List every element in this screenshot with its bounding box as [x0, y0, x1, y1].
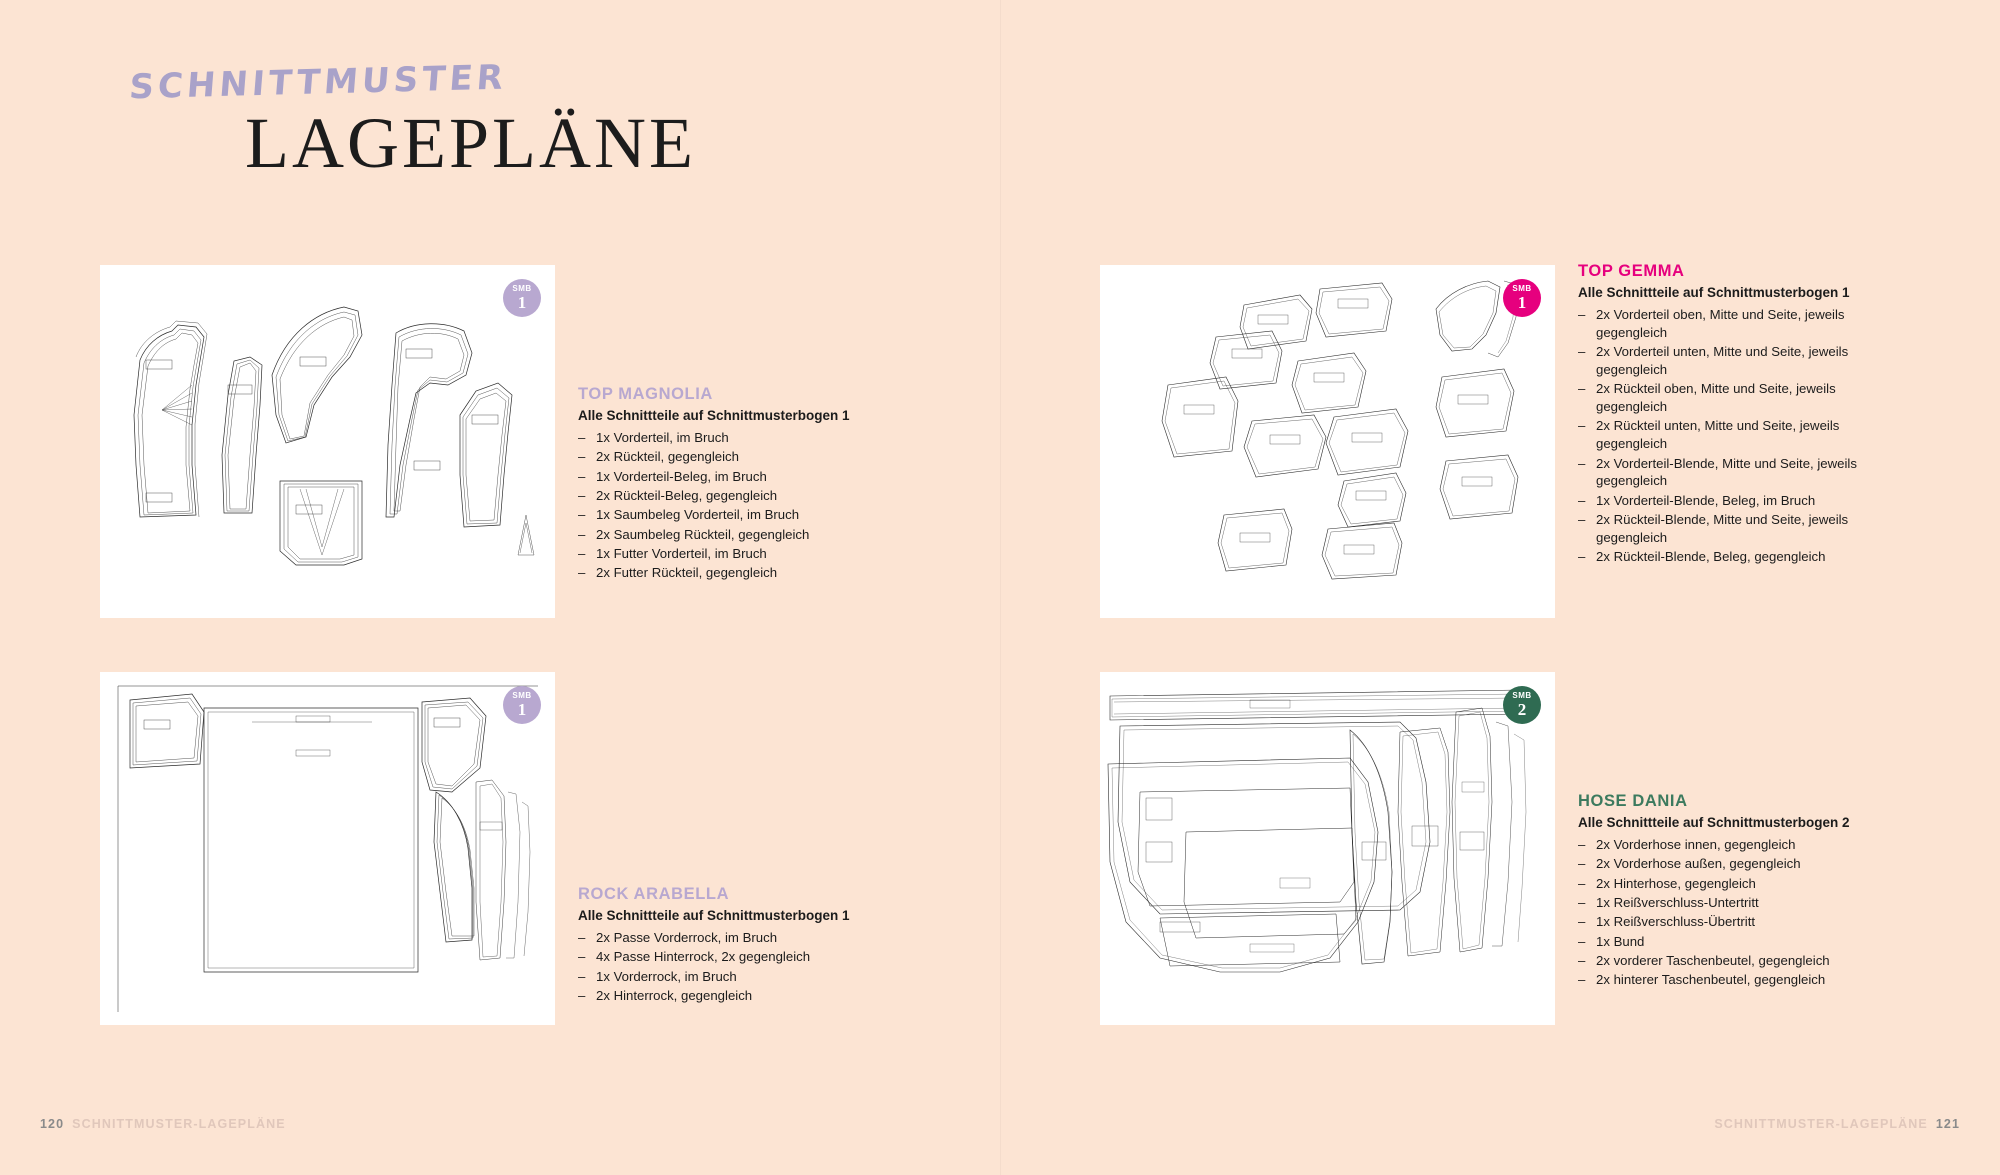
section-gemma [1578, 262, 1908, 567]
parts-list-arabella [578, 929, 908, 1005]
smb-badge-gemma [1503, 279, 1541, 317]
list-item: – 1x Reißverschluss-Übertritt [1578, 913, 1908, 931]
section-dania [1578, 792, 1908, 991]
list-item: – 2x Hinterhose, gegengleich [1578, 875, 1908, 893]
pattern-layout-magnolia [100, 265, 555, 618]
list-item: – 2x Vorderhose innen, gegengleich [1578, 836, 1908, 854]
section-subtitle-dania: Alle Schnittteile auf Schnittmusterbogen 2 [1578, 815, 1850, 830]
parts-list-gemma [1578, 306, 1908, 566]
title-main: LAGEPLÄNE [245, 103, 696, 183]
list-item: – 2x Vorderteil oben, Mitte und Seite, jeweils gegengleich [1578, 306, 1908, 342]
pattern-diagram-gemma [1100, 265, 1555, 618]
list-item: – 2x Rückteil-Blende, Mitte und Seite, jeweils gegengleich [1578, 511, 1908, 547]
section-magnolia [578, 385, 908, 584]
smb-badge-label: SMB [512, 691, 532, 700]
list-item: – 1x Futter Vorderteil, im Bruch [578, 545, 908, 563]
footer-label-left: SCHNITTMUSTER-LAGEPLÄNE [72, 1117, 286, 1131]
parts-list-magnolia [578, 429, 908, 582]
footer-label-right: SCHNITTMUSTER-LAGEPLÄNE [1714, 1117, 1928, 1131]
list-item: – 2x Rückteil unten, Mitte und Seite, jeweils gegengleich [1578, 417, 1908, 453]
page-title [120, 57, 696, 185]
section-subtitle-magnolia: Alle Schnittteile auf Schnittmusterbogen 1 [578, 408, 850, 423]
smb-badge-number: 2 [1517, 700, 1527, 719]
page-spine [1000, 0, 1001, 1175]
section-subtitle-gemma: Alle Schnittteile auf Schnittmusterbogen 1 [1578, 285, 1850, 300]
smb-badge-number: 1 [517, 700, 527, 719]
smb-badge-arabella [503, 686, 541, 724]
section-title-magnolia: TOP MAGNOLIA [578, 385, 713, 403]
list-item: – 2x Passe Vorderrock, im Bruch [578, 929, 908, 947]
list-item: – 2x Vorderteil-Blende, Mitte und Seite, jeweils gegengleich [1578, 455, 1908, 491]
list-item: – 2x hinterer Taschenbeutel, gegengleich [1578, 971, 1908, 989]
footer-right [1714, 1117, 1960, 1131]
list-item: – 2x Rückteil oben, Mitte und Seite, jeweils gegengleich [1578, 380, 1908, 416]
section-title-gemma: TOP GEMMA [1578, 262, 1685, 280]
smb-badge-number: 1 [1517, 293, 1527, 312]
list-item: – 1x Vorderteil-Blende, Beleg, im Bruch [1578, 492, 1908, 510]
list-item: – 1x Reißverschluss-Untertritt [1578, 894, 1908, 912]
page-number-right: 121 [1935, 1117, 1960, 1131]
list-item: – 2x Saumbeleg Rückteil, gegengleich [578, 526, 908, 544]
page-number-left: 120 [40, 1117, 65, 1131]
pattern-layout-gemma [1100, 265, 1555, 618]
section-arabella [578, 885, 908, 1006]
list-item: – 2x Hinterrock, gegengleich [578, 987, 908, 1005]
pattern-layout-arabella [100, 672, 555, 1025]
list-item: – 2x Vorderteil unten, Mitte und Seite, jeweils gegengleich [1578, 343, 1908, 379]
section-title-dania: HOSE DANIA [1578, 792, 1688, 810]
smb-badge-label: SMB [1512, 284, 1532, 293]
title-script: SCHNITTMUSTER [127, 57, 509, 108]
footer-left [40, 1117, 286, 1131]
list-item: – 2x Vorderhose außen, gegengleich [1578, 855, 1908, 873]
list-item: – 2x Rückteil-Blende, Beleg, gegengleich [1578, 548, 1908, 566]
pattern-diagram-arabella [100, 672, 555, 1025]
list-item: – 1x Vorderteil, im Bruch [578, 429, 908, 447]
list-item: – 1x Bund [1578, 933, 1908, 951]
pattern-diagram-dania [1100, 672, 1555, 1025]
list-item: – 1x Vorderrock, im Bruch [578, 968, 908, 986]
list-item: – 2x Rückteil, gegengleich [578, 448, 908, 466]
parts-list-dania [1578, 836, 1908, 989]
list-item: – 2x Rückteil-Beleg, gegengleich [578, 487, 908, 505]
smb-badge-dania [1503, 686, 1541, 724]
pattern-layout-dania [1100, 672, 1555, 1025]
section-subtitle-arabella: Alle Schnittteile auf Schnittmusterbogen 1 [578, 908, 850, 923]
list-item: – 2x vorderer Taschenbeutel, gegengleich [1578, 952, 1908, 970]
list-item: – 1x Vorderteil-Beleg, im Bruch [578, 468, 908, 486]
section-title-arabella: ROCK ARABELLA [578, 885, 730, 903]
smb-badge-label: SMB [512, 284, 532, 293]
list-item: – 2x Futter Rückteil, gegengleich [578, 564, 908, 582]
pattern-diagram-magnolia [100, 265, 555, 618]
list-item: – 1x Saumbeleg Vorderteil, im Bruch [578, 506, 908, 524]
smb-badge-number: 1 [517, 293, 527, 312]
list-item: – 4x Passe Hinterrock, 2x gegengleich [578, 948, 908, 966]
smb-badge-magnolia [503, 279, 541, 317]
smb-badge-label: SMB [1512, 691, 1532, 700]
